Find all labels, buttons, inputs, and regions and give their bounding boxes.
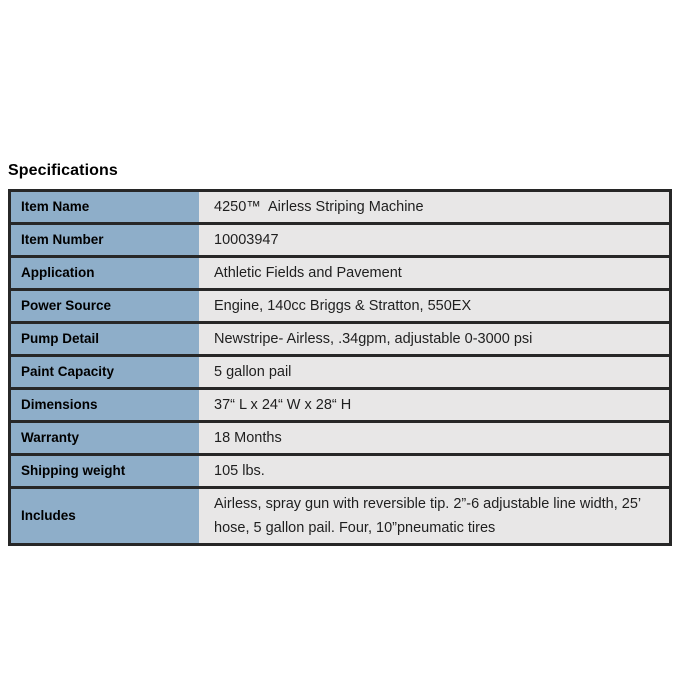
row-label-cell	[11, 390, 199, 420]
row-label: Dimensions	[21, 397, 98, 412]
table-row	[11, 357, 669, 390]
row-value-cell	[199, 357, 669, 387]
specifications-section	[8, 162, 672, 546]
row-value-cell	[199, 423, 669, 453]
row-value-cell	[199, 456, 669, 486]
table-row	[11, 390, 669, 423]
row-value-cell	[199, 258, 669, 288]
row-label-cell	[11, 258, 199, 288]
row-label: Application	[21, 265, 95, 280]
row-value: 105 lbs.	[214, 463, 265, 479]
row-label-cell	[11, 423, 199, 453]
table-row	[11, 192, 669, 225]
row-label-cell	[11, 357, 199, 387]
row-label-cell	[11, 192, 199, 222]
row-value: 37“ L x 24“ W x 28“ H	[214, 397, 352, 413]
spec-table	[8, 189, 672, 546]
table-row	[11, 423, 669, 456]
row-value-cell	[199, 225, 669, 255]
row-value: 5 gallon pail	[214, 364, 292, 380]
row-value-cell	[199, 390, 669, 420]
row-value: Engine, 140cc Briggs & Stratton, 550EX	[214, 298, 472, 314]
table-row	[11, 489, 669, 543]
row-value: 10003947	[214, 232, 279, 248]
row-value: Athletic Fields and Pavement	[214, 265, 402, 281]
table-row	[11, 291, 669, 324]
table-row	[11, 324, 669, 357]
row-label: Item Number	[21, 232, 104, 247]
table-row	[11, 225, 669, 258]
row-label: Shipping weight	[21, 463, 126, 478]
table-row	[11, 456, 669, 489]
row-value: Airless, spray gun with reversible tip. 2”-6 adjustable line width, 25’ hose, 5 gallon pail. Four, 10”pneumatic tires	[214, 496, 645, 536]
table-row	[11, 258, 669, 291]
row-label-cell	[11, 489, 199, 543]
row-label: Pump Detail	[21, 331, 100, 346]
row-label: Item Name	[21, 199, 90, 214]
row-value-cell	[199, 192, 669, 222]
row-value-cell	[199, 291, 669, 321]
row-label: Paint Capacity	[21, 364, 115, 379]
row-value: 18 Months	[214, 430, 282, 446]
row-value: Newstripe- Airless, .34gpm, adjustable 0-3000 psi	[214, 331, 533, 347]
row-label-cell	[11, 456, 199, 486]
row-value-cell	[199, 489, 669, 543]
row-label: Includes	[21, 508, 76, 523]
row-label: Warranty	[21, 430, 80, 445]
row-label-cell	[11, 225, 199, 255]
row-value-cell	[199, 324, 669, 354]
row-label-cell	[11, 324, 199, 354]
row-label: Power Source	[21, 298, 112, 313]
row-value: 4250™ Airless Striping Machine	[214, 199, 424, 215]
page-title: Specifications	[8, 162, 118, 179]
row-label-cell	[11, 291, 199, 321]
